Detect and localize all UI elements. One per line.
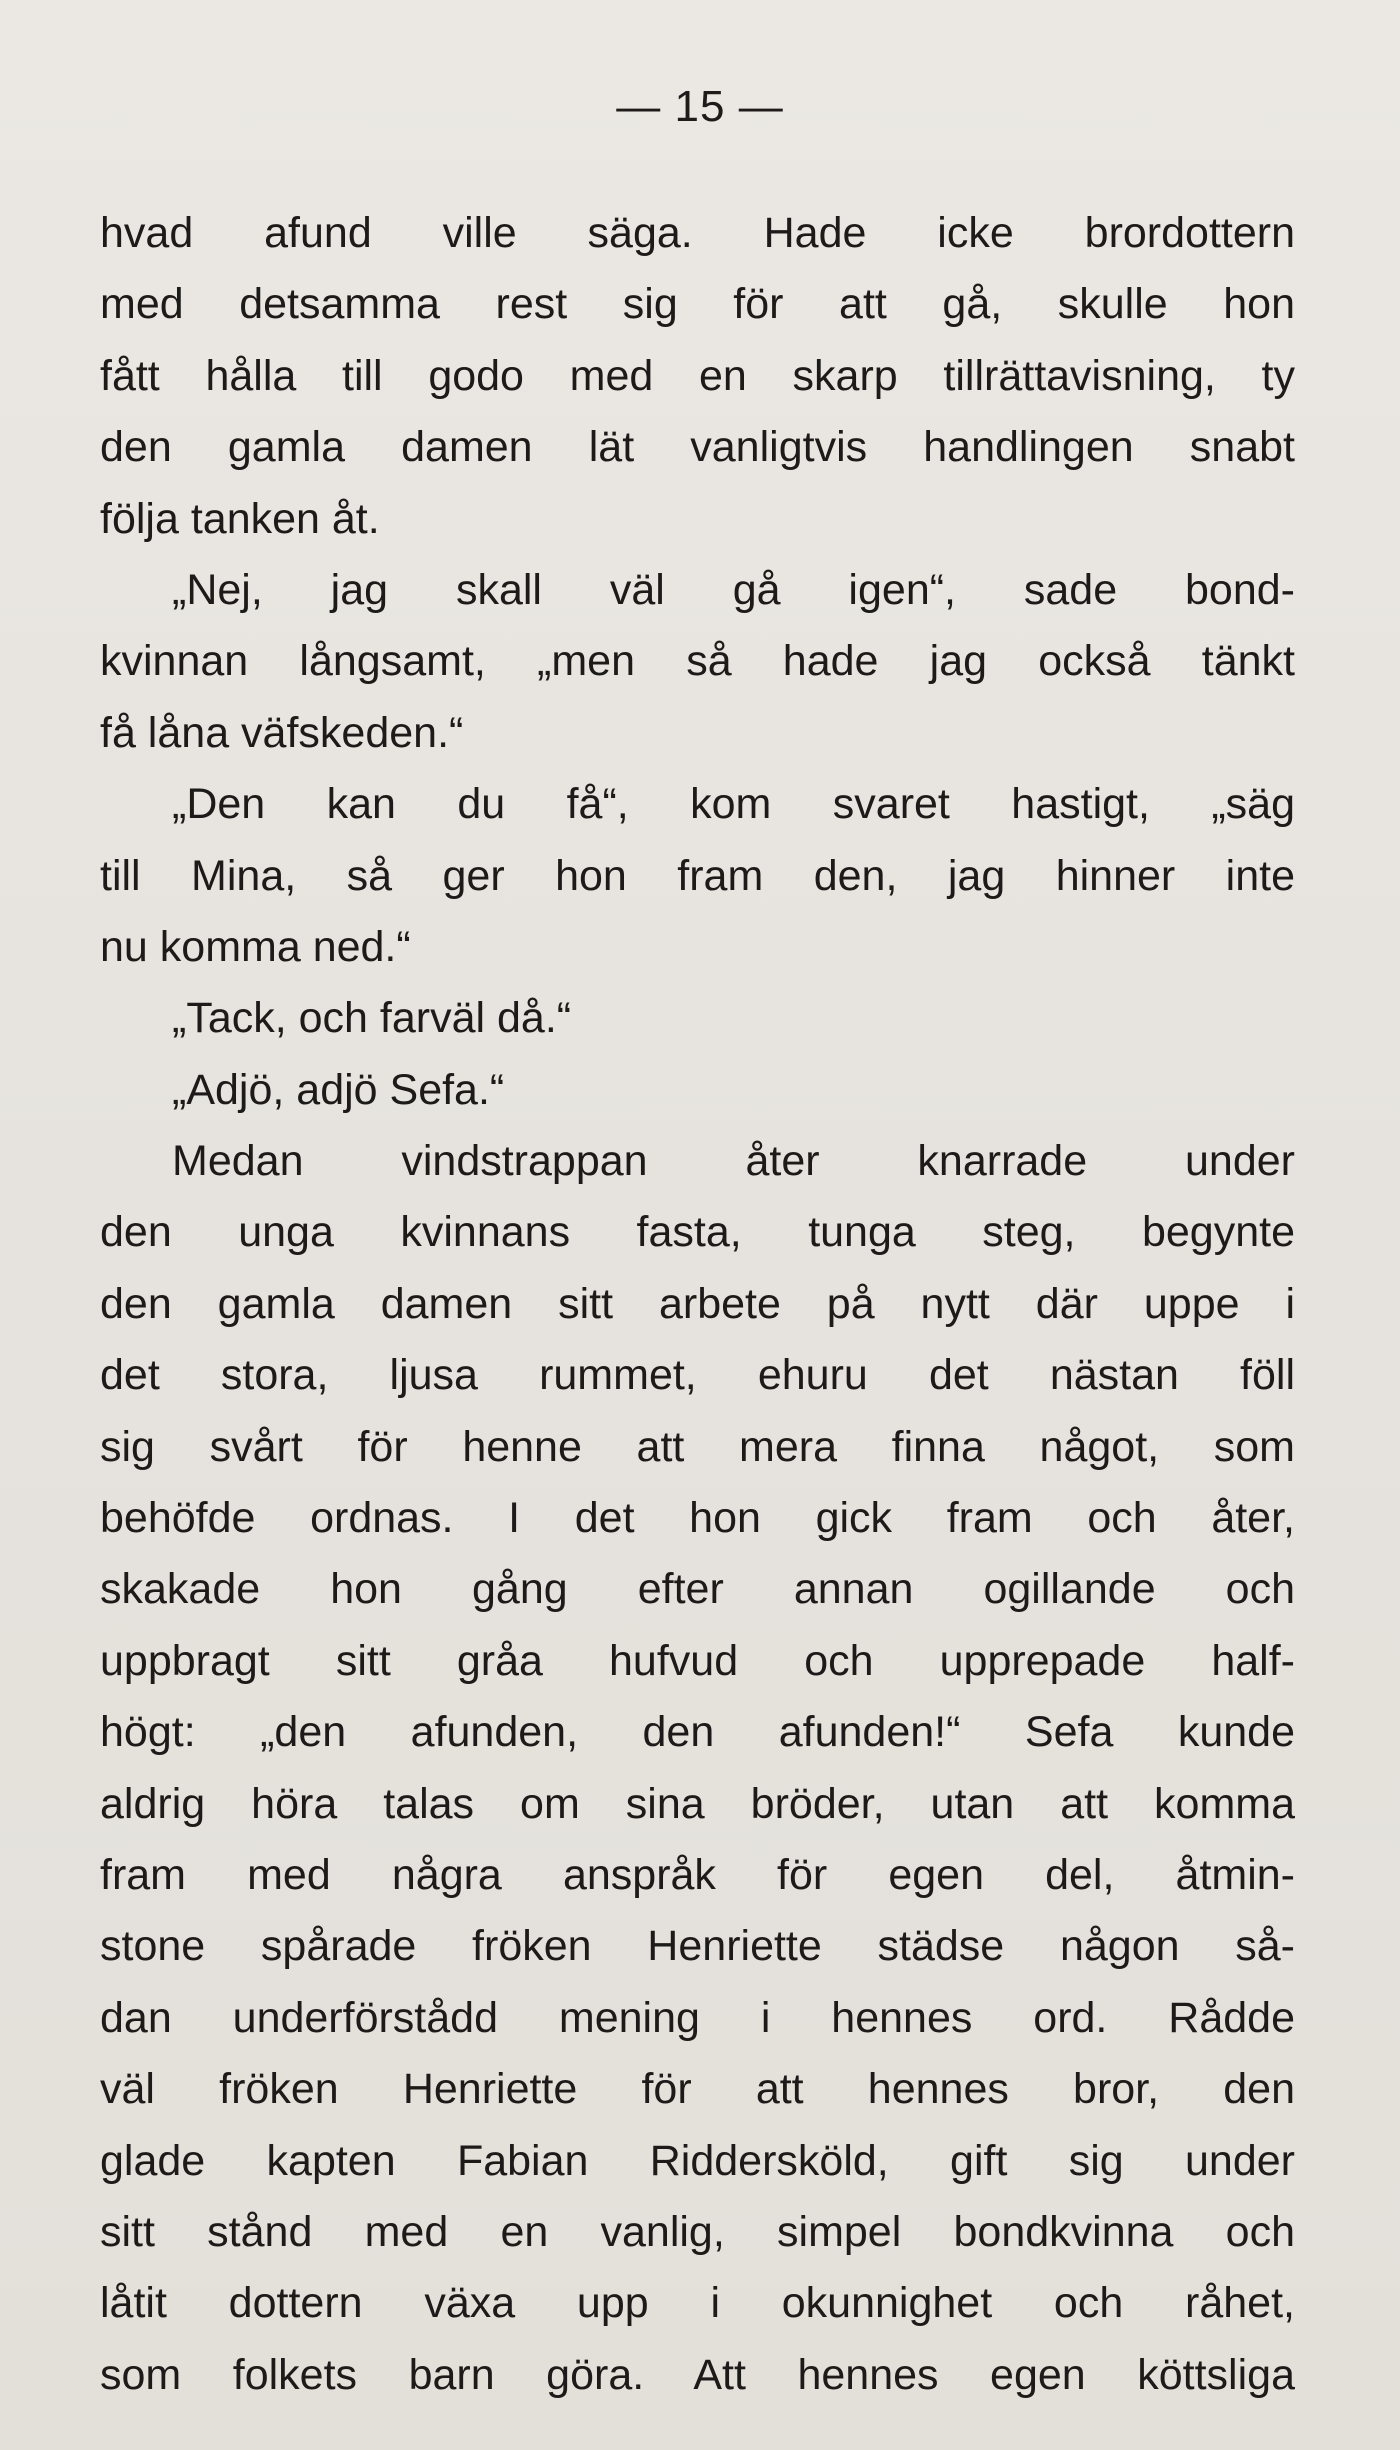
- text-line: fram med några anspråk för egen del, åtmin-: [100, 1850, 1295, 1899]
- text-line: följa tanken åt.: [100, 494, 380, 543]
- text-line: till Mina, så ger hon fram den, jag hinner inte: [100, 851, 1295, 900]
- text-line: låtit dottern växa upp i okunnighet och råhet,: [100, 2279, 1295, 2328]
- text-line: den gamla damen lät vanligtvis handlingen snabt: [100, 423, 1295, 472]
- text-line: stone spårade fröken Henriette städse någon så-: [100, 1922, 1295, 1971]
- text-line: skakade hon gång efter annan ogillande och: [100, 1565, 1295, 1614]
- text-line: uppbragt sitt gråa hufvud och upprepade half-: [100, 1636, 1295, 1685]
- text-line: aldrig höra talas om sina bröder, utan att komma: [100, 1779, 1295, 1828]
- text-line: dan underförstådd mening i hennes ord. Rådde: [100, 1993, 1295, 2042]
- text-line: „Adjö, adjö Sefa.“: [172, 1065, 505, 1114]
- page-number: — 15 —: [616, 82, 784, 131]
- text-line: Medan vindstrappan åter knarrade under: [172, 1137, 1295, 1186]
- text-line: högt: „den afunden, den afunden!“ Sefa kunde: [100, 1708, 1295, 1757]
- text-line: „Tack, och farväl då.“: [172, 994, 572, 1043]
- text-line: hvad afund ville säga. Hade icke brordottern: [100, 209, 1295, 257]
- text-line: sig svårt för henne att mera finna något, som: [100, 1422, 1295, 1471]
- text-line: den gamla damen sitt arbete på nytt där uppe i: [100, 1279, 1295, 1328]
- text-line: med detsamma rest sig för att gå, skulle hon: [100, 280, 1295, 329]
- text-line: den unga kvinnans fasta, tunga steg, begynte: [100, 1208, 1295, 1257]
- text-line: „Den kan du få“, kom svaret hastigt, „säg: [172, 780, 1295, 829]
- text-line: få låna väfskeden.“: [100, 708, 464, 757]
- text-line: „Nej, jag skall väl gå igen“, sade bond-: [172, 565, 1295, 614]
- text-line: glade kapten Fabian Riddersköld, gift sig under: [100, 2136, 1295, 2185]
- text-line: som folkets barn göra. Att hennes egen köttsliga: [100, 2350, 1295, 2399]
- text-line: fått hålla till godo med en skarp tillrättavisning, ty: [100, 351, 1295, 400]
- text-line: behöfde ordnas. I det hon gick fram och åter,: [100, 1494, 1295, 1543]
- text-line: kvinnan långsamt, „men så hade jag också tänkt: [100, 637, 1295, 686]
- body-text: [100, 198, 1295, 2411]
- text-line: nu komma ned.“: [100, 922, 411, 971]
- text-line: det stora, ljusa rummet, ehuru det nästan föll: [100, 1351, 1295, 1400]
- text-line: väl fröken Henriette för att hennes bror, den: [100, 2065, 1295, 2114]
- text-line: sitt stånd med en vanlig, simpel bondkvinna och: [100, 2207, 1295, 2256]
